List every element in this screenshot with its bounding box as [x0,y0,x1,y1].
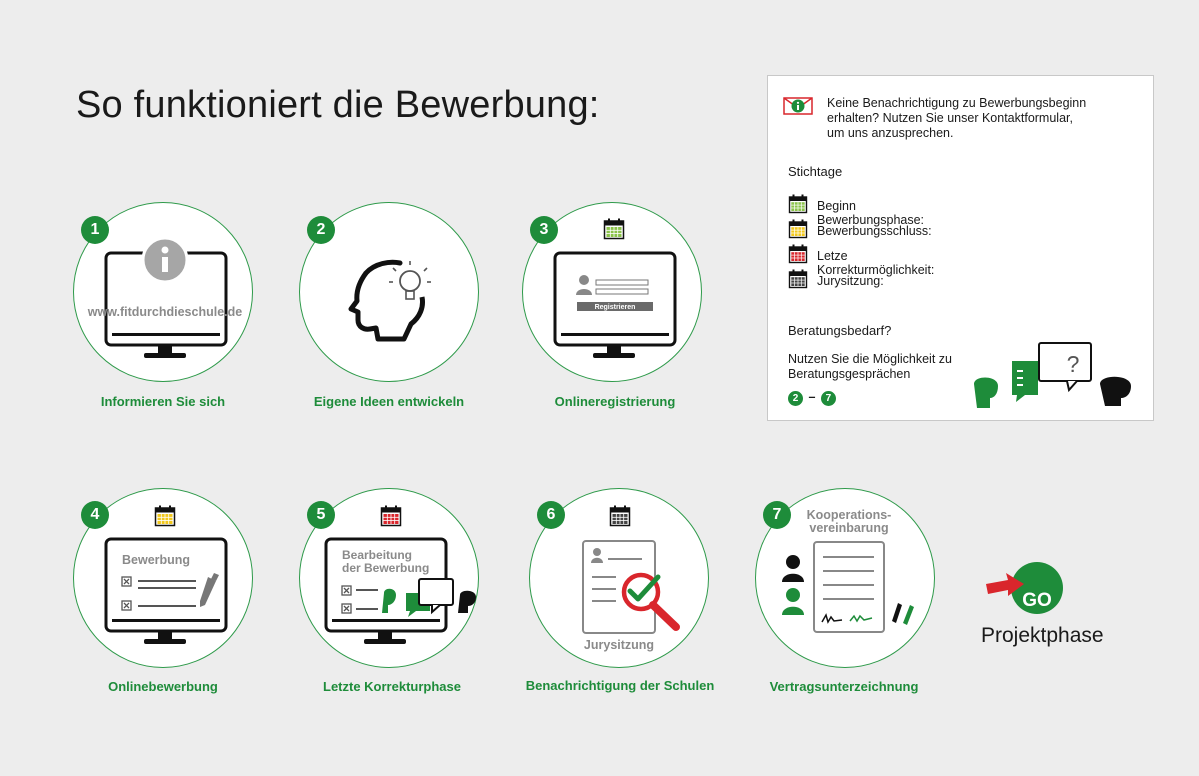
step-4-label: Onlinebewerbung [108,679,218,694]
deadline-label: Bewerbungsschluss: [817,224,932,238]
go-badge [982,560,1066,621]
consult-heading: Beratungsbedarf? [788,323,892,338]
range-from-badge: 2 [788,391,803,406]
step-7-label: Vertragsunterzeichnung [769,679,919,694]
register-button-text: Registrieren [594,304,636,311]
notice-line-2: erhalten? Nutzen Sie unser Kontaktformular, [827,111,1073,125]
deadline-label: Letze Korrekturmöglichkeit: [817,249,935,277]
calendar-green-icon [603,218,625,240]
step-5-badge: 5 [307,501,335,529]
calendar-red-icon [380,505,402,527]
notice-line-3: um uns anzusprechen. [827,126,954,140]
question-mark: ? [1066,351,1080,377]
consultation-icon [971,340,1141,410]
notice-line-1: Keine Benachrichtigung zu Bewerbungsbeginn [827,96,1087,110]
step-3-badge: 3 [530,216,558,244]
step-4-screen-text: Bewerbung [122,553,191,567]
step-7-screen-text-2: vereinbarung [809,521,889,535]
step-5-screen-text-1: Bearbeitung [342,548,413,562]
page-title: So funktioniert die Bewerbung: [76,84,600,126]
calendar-black-icon [609,505,631,527]
step-7-badge: 7 [763,501,791,529]
deadline-label: Jurysitzung: [817,274,884,288]
step-3-label: Onlineregistrierung [554,394,676,409]
range-separator: – [808,390,816,404]
step-6-screen-text: Jurysitzung [583,638,655,652]
calendar-green-icon [788,194,808,214]
calendar-red-icon [788,244,808,264]
mail-info-icon [783,96,813,116]
calendar-yellow-icon [154,505,176,527]
step-2-label: Eigene Ideen entwickeln [313,394,465,409]
info-box [767,75,1154,421]
project-phase-label: Projektphase [981,624,1104,647]
step-range [788,390,836,406]
go-text: GO [1022,590,1052,611]
step-2-badge: 2 [307,216,335,244]
consult-line-1: Nutzen Sie die Möglichkeit zu [788,352,952,366]
deadlines-heading: Stichtage [788,164,843,179]
step-5-screen-text-2: der Bewerbung [342,561,430,575]
step-1-label: Informieren Sie sich [100,394,226,409]
step-1-badge: 1 [81,216,109,244]
calendar-black-icon [788,269,808,289]
deadline-label: Beginn Bewerbungsphase: [817,199,925,227]
step-1-url: www.fitdurchdieschule.de [87,305,243,319]
step-6-badge: 6 [537,501,565,529]
step-6-label: Benachrichtigung der Schulen [525,678,715,693]
step-7-screen-text-1: Kooperations- [806,508,892,522]
step-5-label: Letzte Korrekturphase [323,679,461,694]
consult-line-2: Beratungsgesprächen [788,367,911,381]
range-to-badge: 7 [821,391,836,406]
go-arrow-icon [982,560,1066,616]
calendar-yellow-icon [788,219,808,239]
step-4-badge: 4 [81,501,109,529]
